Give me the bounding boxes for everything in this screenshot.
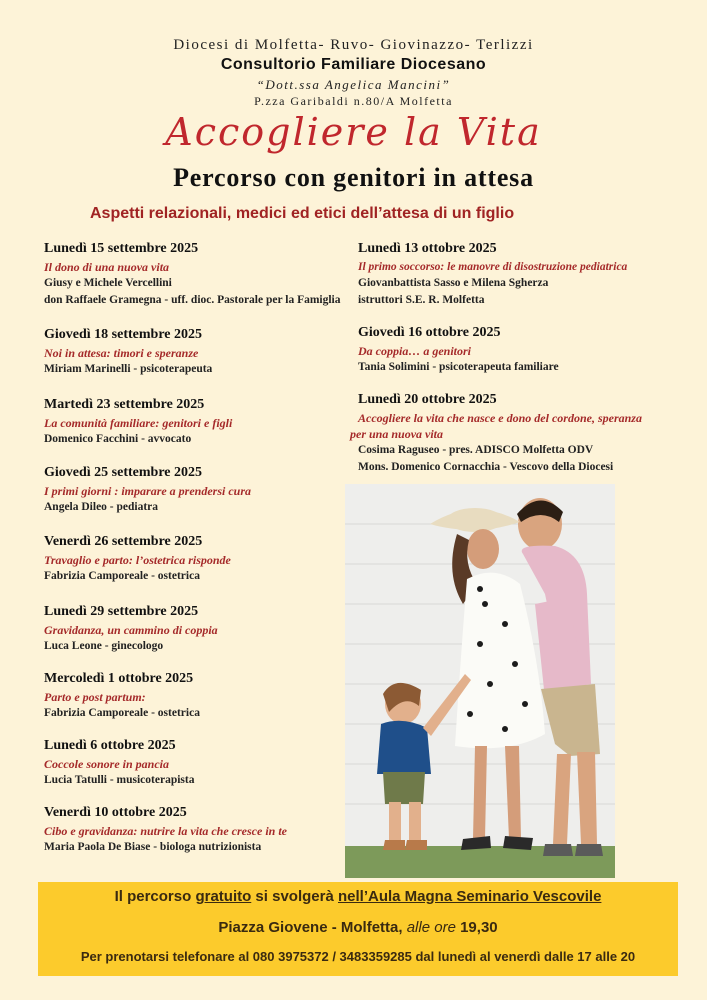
event-speaker: Angela Dileo - pediatra (44, 501, 159, 513)
event-speaker: Tania Solimini - psicoterapeuta familiare (358, 361, 559, 373)
event-item (44, 326, 374, 378)
event-topic: Cibo e gravidanza: nutrire la vita che cresce in te (44, 824, 287, 838)
event-date: Lunedì 13 ottobre 2025 (358, 241, 497, 256)
consultorio-name: Consultorio Familiare Diocesano (220, 56, 487, 73)
event-topic: Da coppia… a genitori (358, 344, 471, 358)
footer-text: si svolgerà (251, 888, 338, 905)
event-item (44, 737, 374, 789)
event-topic: Il dono di una nuova vita (44, 260, 170, 274)
footer-banner (38, 882, 678, 976)
event-speaker: Mons. Domenico Cornacchia - Vescovo della Diocesi (358, 461, 614, 473)
event-topic: La comunità familiare: genitori e figli (44, 416, 233, 430)
event-speaker: Luca Leone - ginecologo (44, 640, 164, 652)
footer-venue: nell’Aula Magna Seminario Vescovile (337, 888, 602, 905)
event-speaker: Lucia Tatulli - musicoterapista (44, 774, 195, 786)
footer-free-label: gratuito (195, 888, 252, 905)
event-date: Lunedì 15 settembre 2025 (44, 241, 199, 256)
event-date: Lunedì 29 settembre 2025 (44, 604, 199, 619)
event-speaker: Giusy e Michele Vercellini (44, 277, 172, 289)
event-speaker: Domenico Facchini - avvocato (44, 433, 192, 445)
event-item (350, 391, 690, 476)
event-date: Giovedì 16 ottobre 2025 (358, 325, 501, 340)
event-speaker: Maria Paola De Biase - biologa nutrizionista (44, 841, 262, 853)
event-date: Martedì 23 settembre 2025 (44, 397, 205, 412)
event-topic: Noi in attesa: timori e speranze (44, 346, 199, 360)
dedication: “Dott.ssa Angelica Mancini” (256, 77, 451, 92)
event-date: Venerdì 10 ottobre 2025 (44, 805, 187, 820)
event-item (44, 603, 374, 655)
event-speaker: istruttori S.E. R. Molfetta (358, 294, 485, 306)
footer-time: 19,30 (455, 919, 498, 936)
event-item (44, 464, 374, 516)
event-speaker: Fabrizia Camporeale - ostetrica (44, 707, 200, 719)
event-item (44, 396, 374, 448)
footer-time-label: alle ore (406, 919, 456, 936)
event-item (44, 670, 374, 722)
event-speaker: don Raffaele Gramegna - uff. dioc. Pastorale per la Famiglia (44, 294, 341, 306)
address: P.zza Garibaldi n.80/A Molfetta (254, 94, 453, 108)
event-topic: I primi giorni : imparare a prendersi cura (44, 484, 252, 498)
event-speaker: Giovanbattista Sasso e Milena Sgherza (358, 277, 549, 289)
poster-title: Accogliere la Vita (165, 110, 542, 154)
event-topic: Parto e post partum: (44, 690, 146, 704)
event-date: Mercoledì 1 ottobre 2025 (44, 671, 194, 686)
event-date: Giovedì 18 settembre 2025 (44, 327, 202, 342)
event-date: Venerdì 26 settembre 2025 (44, 534, 203, 549)
event-topic-continued: per una nuova vita (350, 427, 444, 441)
event-item (358, 240, 688, 309)
event-topic: Coccole sonore in pancia (44, 757, 169, 771)
event-speaker: Cosima Raguseo - pres. ADISCO Molfetta ODV (358, 444, 594, 456)
footer-text: Il percorso (114, 888, 196, 905)
event-date: Lunedì 20 ottobre 2025 (358, 392, 497, 407)
event-topic: Gravidanza, un cammino di coppia (44, 623, 218, 637)
event-item (44, 533, 374, 585)
footer-text: Piazza Giovene - Molfetta, (218, 919, 407, 936)
event-topic: Travaglio e parto: l’ostetrica risponde (44, 553, 231, 567)
footer-location-line (38, 888, 678, 905)
poster-subtitle: Percorso con genitori in attesa (173, 163, 534, 192)
event-topic: Accogliere la vita che nasce e dono del cordone, speranza (358, 411, 642, 425)
tagline: Aspetti relazionali, medici ed etici dell’attesa di un figlio (90, 205, 515, 222)
diocese-name: Diocesi di Molfetta- Ruvo- Giovinazzo- Terlizzi (173, 37, 534, 53)
event-speaker: Fabrizia Camporeale - ostetrica (44, 570, 200, 582)
event-item (44, 804, 374, 856)
event-topic: Il primo soccorso: le manovre di disostruzione pediatrica (358, 261, 628, 273)
event-speaker: Miriam Marinelli - psicoterapeuta (44, 363, 213, 375)
footer-booking-line: Per prenotarsi telefonare al 080 3975372 / 3483359285 dal lunedì al venerdì dalle 17 alle 20 (80, 949, 636, 964)
footer-address-line (38, 919, 678, 936)
event-date: Lunedì 6 ottobre 2025 (44, 738, 176, 753)
family-photo (345, 484, 615, 878)
event-date: Giovedì 25 settembre 2025 (44, 465, 202, 480)
event-item (44, 240, 374, 309)
event-item (358, 324, 688, 376)
